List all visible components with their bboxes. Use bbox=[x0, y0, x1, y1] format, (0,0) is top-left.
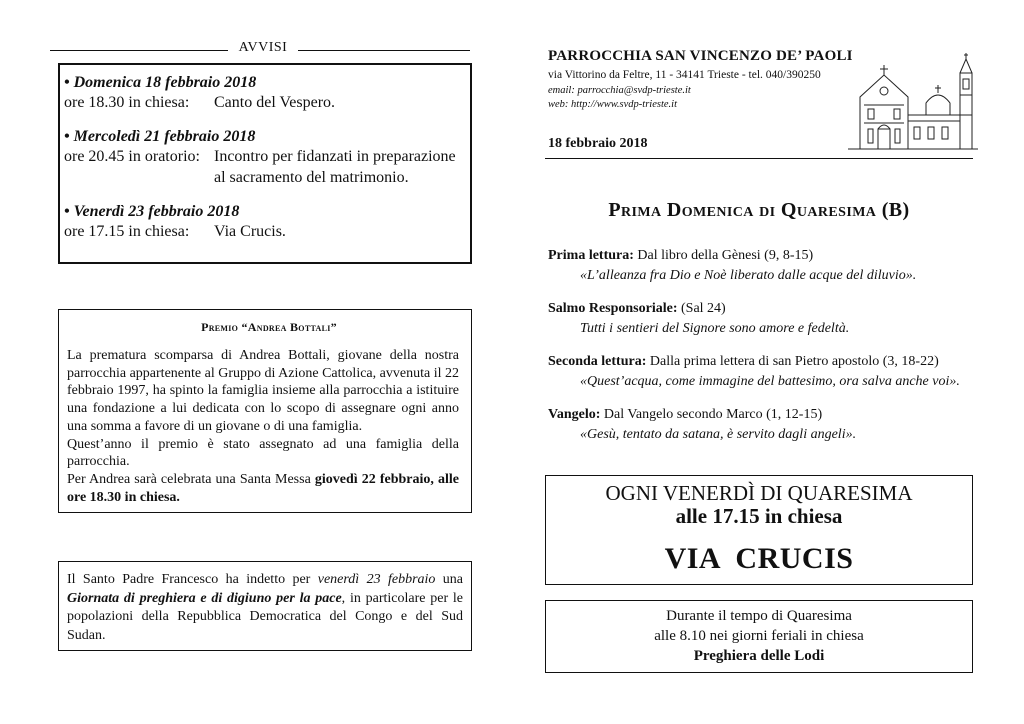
papa-t3: una bbox=[435, 572, 464, 587]
event-title: • Mercoledì 21 febbraio 2018 bbox=[64, 128, 256, 145]
reading-label: Salmo Responsoriale: bbox=[548, 301, 678, 316]
event-title: • Domenica 18 febbraio 2018 bbox=[64, 74, 257, 91]
premio-paragraph-3 bbox=[67, 471, 459, 506]
via-crucis-line1: OGNI VENERDÌ DI QUARESIMA bbox=[605, 481, 913, 505]
lodi-box bbox=[545, 600, 973, 673]
reading-vangelo bbox=[548, 405, 978, 445]
premio-text bbox=[67, 347, 459, 506]
lodi-line3: Preghiera delle Lodi bbox=[693, 648, 825, 664]
premio-paragraph-2: Quest’anno il premio è stato assegnato ad una famiglia della parrocchia. bbox=[67, 436, 459, 470]
event-when: ore 18.30 in chiesa: bbox=[64, 94, 190, 111]
reading-quote: «L’alleanza fra Dio e Noè liberato dalle acque del diluvio». bbox=[580, 268, 917, 283]
papa-box bbox=[58, 561, 472, 651]
papa-giornata: Giornata di preghiera e di digiuno per la pace bbox=[67, 590, 342, 606]
event-title: • Venerdì 23 febbraio 2018 bbox=[64, 203, 240, 220]
premio-box bbox=[58, 309, 472, 513]
event-when: ore 20.45 in oratorio: bbox=[64, 148, 200, 165]
reading-quote: «Quest’acqua, come immagine del battesimo, ora salva anche voi». bbox=[580, 374, 960, 389]
parish-email: email: parrocchia@svdp-trieste.it bbox=[548, 85, 691, 96]
via-crucis-line2: alle 17.15 in chiesa bbox=[675, 504, 843, 528]
parish-address: via Vittorino da Feltre, 11 - 34141 Trieste - tel. 040/390250 bbox=[548, 69, 821, 81]
reading-seconda bbox=[548, 352, 978, 392]
reading-label: Seconda lettura: bbox=[548, 354, 647, 369]
parish-name: PARROCCHIA SAN VINCENZO DE’ PAOLI bbox=[548, 48, 853, 64]
event-when: ore 17.15 in chiesa: bbox=[64, 223, 190, 240]
liturgy-title: Prima Domenica di Quaresima (B) bbox=[608, 199, 910, 221]
event-1 bbox=[64, 73, 470, 113]
reading-quote: «Gesù, tentato da satana, è servito dagli angeli». bbox=[580, 427, 857, 442]
lodi-line2: alle 8.10 nei giorni feriali in chiesa bbox=[654, 628, 864, 644]
event-row bbox=[64, 221, 470, 242]
premio-title: Premio “Andrea Bottali” bbox=[201, 320, 337, 334]
premio-paragraph-1: La prematura scomparsa di Andrea Bottali, giovane della nostra parrocchia appartenente al Gruppo di Azione Cattolica, avvenuta il 22 febbraio 1997, ha spinto la famiglia insieme alla parrocchia a istituire una fondazione a lui dedicata con lo scopo di assegnare ogni anno una somma a favore di un giovane o di una famiglia. bbox=[67, 348, 459, 434]
reading-salmo bbox=[548, 299, 978, 339]
event-3 bbox=[64, 202, 470, 242]
papa-t1: Il Santo Padre Francesco ha indetto per bbox=[67, 572, 318, 587]
event-2 bbox=[64, 127, 470, 188]
event-row bbox=[64, 146, 470, 188]
papa-text bbox=[67, 571, 463, 645]
event-what: Incontro per fidanzati in preparazione al sacramento del matrimonio. bbox=[214, 148, 456, 186]
church-drawing bbox=[848, 45, 978, 153]
reading-ref: (Sal 24) bbox=[677, 301, 726, 316]
event-row bbox=[64, 92, 470, 113]
header-rule bbox=[545, 158, 973, 159]
bulletin-date: 18 febbraio 2018 bbox=[548, 136, 648, 151]
reading-label: Vangelo: bbox=[548, 407, 601, 422]
reading-ref: Dal libro della Gènesi (9, 8-15) bbox=[633, 248, 814, 263]
lodi-line1: Durante il tempo di Quaresima bbox=[666, 608, 852, 624]
parish-web: web: http://www.svdp-trieste.it bbox=[548, 99, 678, 110]
event-what: Via Crucis. bbox=[214, 223, 286, 240]
reading-ref: Dalla prima lettera di san Pietro apostolo (3, 18-22) bbox=[646, 354, 939, 369]
reading-label: Prima lettura: bbox=[548, 248, 634, 263]
premio-p3-text: Per Andrea sarà celebrata una Santa Messa bbox=[67, 471, 315, 487]
reading-quote: Tutti i sentieri del Signore sono amore e fedeltà. bbox=[580, 321, 850, 336]
papa-t5: , in particolare per le popolazioni della Repubblica Democratica del Congo e del Sud Sudan. bbox=[67, 590, 463, 643]
avvisi-heading: AVVISI bbox=[228, 40, 298, 56]
via-crucis-box bbox=[545, 475, 973, 585]
premio-p3-bold: giovedì 22 febbraio, alle ore 18.30 in chiesa. bbox=[67, 471, 459, 505]
event-what: Canto del Vespero. bbox=[214, 94, 336, 111]
papa-date: venerdì 23 febbraio bbox=[317, 572, 436, 587]
reading-prima bbox=[548, 246, 978, 286]
via-crucis-title: VIA CRUCIS bbox=[664, 542, 854, 575]
avvisi-box bbox=[58, 63, 472, 264]
reading-ref: Dal Vangelo secondo Marco (1, 12-15) bbox=[600, 407, 823, 422]
